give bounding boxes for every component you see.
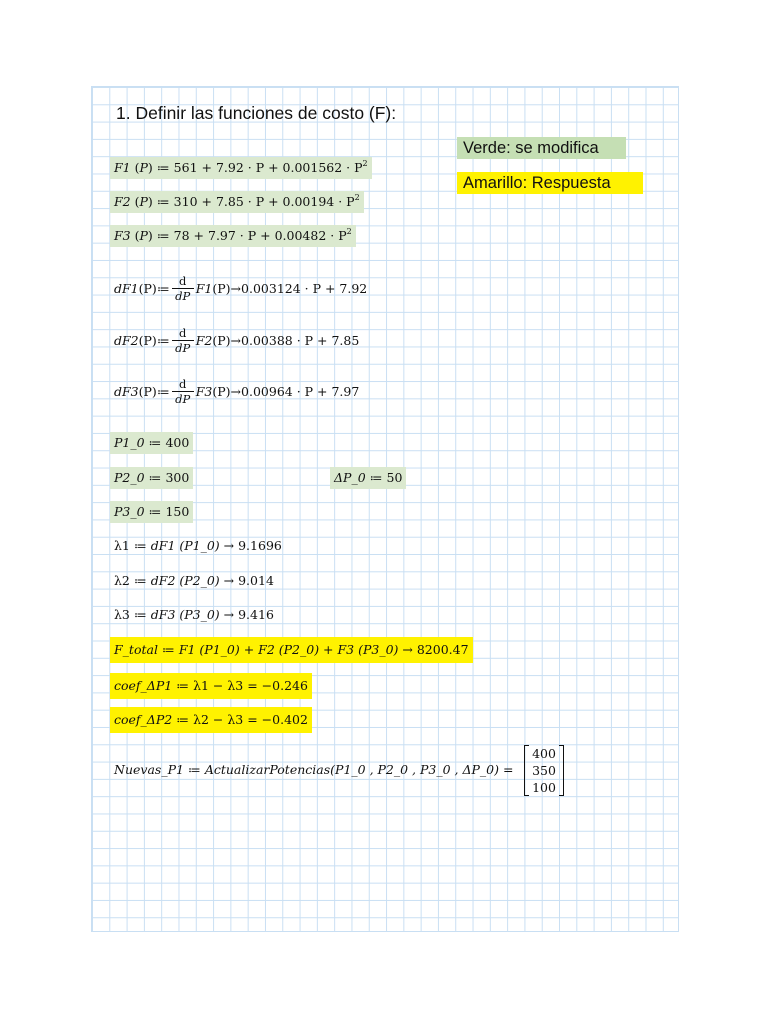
cost-function-f2[interactable]: F2 (P) ≔ $310 + 7.85 \cdot P + 0.00194 \cdot P^2$ [110,191,364,213]
derivative-df1[interactable]: dF1 (P) ≔ $\frac{d}{dP}$ F1 (P) → 0.003124 · P + 7.92 [114,273,368,303]
f-total-result[interactable]: F_total ≔ F1 (P1_0) + F2 (P2_0) + F3 (P3_0) → 8200.47 [110,637,473,663]
lambda-2[interactable]: λ2 ≔ dF2 (P2_0) → 9.014 [114,573,274,588]
result-matrix [524,745,564,796]
lambda-1[interactable]: λ1 ≔ dF1 (P1_0) → 9.1696 [114,538,282,553]
input-p3-0[interactable]: P3_0 ≔ 150 [110,501,193,523]
coef-dp2-result[interactable]: coef_ΔP2 ≔ λ2 − λ3 = −0.402 [110,707,312,733]
matrix-cell: 100 [532,780,556,795]
matrix-cell: 400 [532,746,556,761]
coef-dp1-result[interactable]: coef_ΔP1 ≔ λ1 − λ3 = −0.246 [110,673,312,699]
derivative-operator: $\frac{d}{dP}$ [172,326,194,355]
legend-yellow: Amarillo: Respuesta [457,172,643,194]
derivative-df2[interactable]: dF2 (P) ≔ $\frac{d}{dP}$ F2 (P) → 0.00388 · P + 7.85 [114,325,360,355]
section-heading: 1. Definir las funciones de costo (F): [116,103,397,123]
derivative-operator: $\frac{d}{dP}$ [172,377,194,406]
input-p1-0[interactable]: P1_0 ≔ 400 [110,432,193,454]
legend-green: Verde: se modifica [457,137,626,159]
derivative-operator: $\frac{d}{dP}$ [172,274,194,303]
derivative-df3[interactable]: dF3 (P) ≔ $\frac{d}{dP}$ F3 (P) → 0.00964 · P + 7.97 [114,376,360,406]
input-p2-0[interactable]: P2_0 ≔ 300 [110,467,193,489]
matrix-cell: 350 [532,763,556,778]
lambda-3[interactable]: λ3 ≔ dF3 (P3_0) → 9.416 [114,607,274,622]
cost-function-f3[interactable]: F3 (P) ≔ $78 + 7.97 \cdot P + 0.00482 \cdot P^2$ [110,225,356,247]
input-delta-p-0[interactable]: ΔP_0 ≔ 50 [330,467,406,489]
nuevas-p1-expression[interactable]: Nuevas_P1 ≔ ActualizarPotencias(P1_0 , P2_0 , P3_0 , ΔP_0) = [114,762,514,777]
cost-function-f1[interactable]: F1 (P) ≔ $561 + 7.92 \cdot P + 0.001562 \cdot P^2$ [110,157,372,179]
